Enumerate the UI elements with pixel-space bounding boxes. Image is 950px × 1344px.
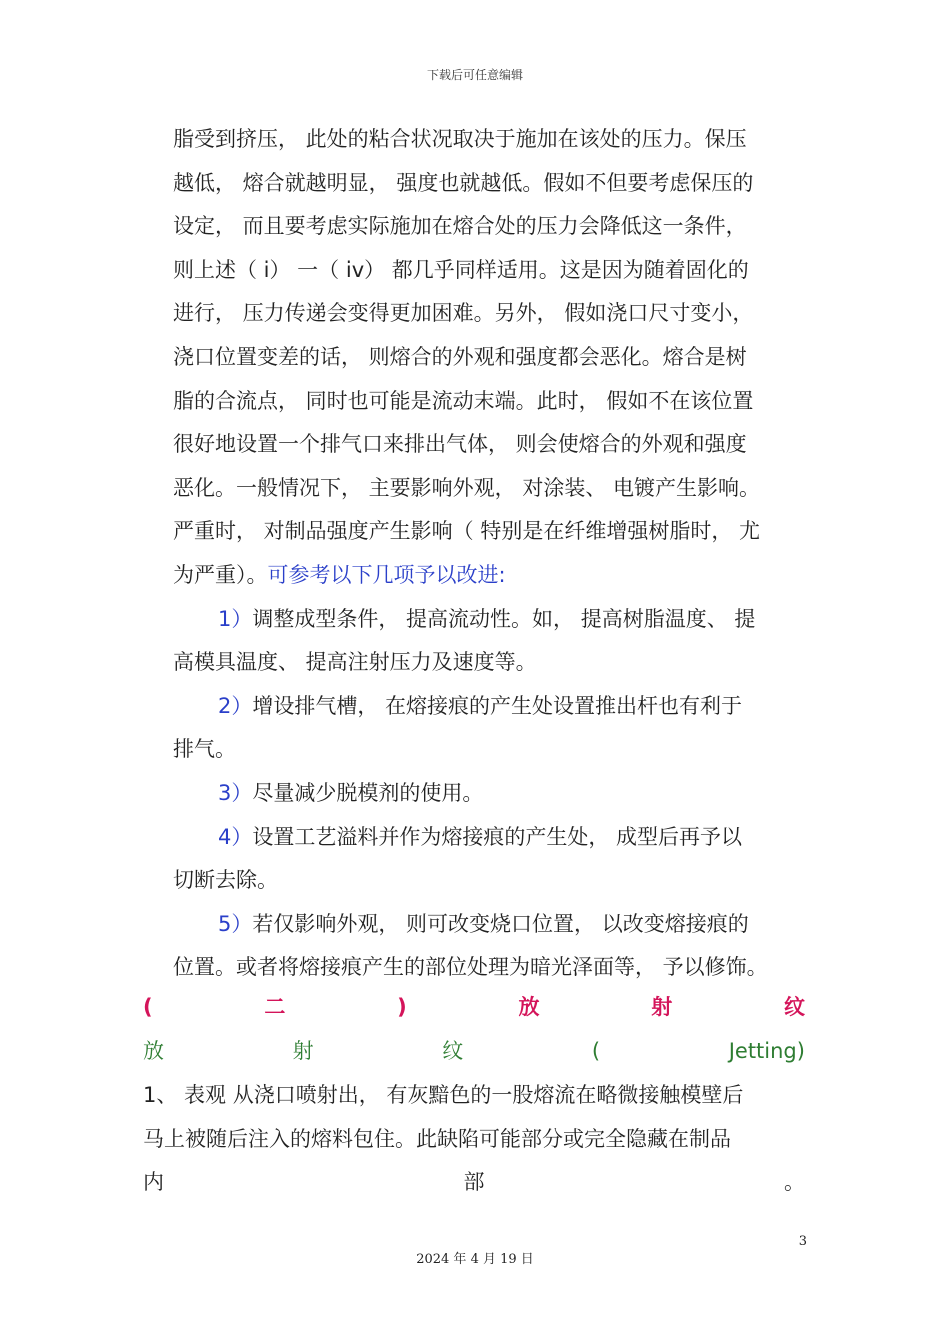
list-item-2-cont: 排气。 <box>173 737 236 762</box>
item-number: 5） <box>218 911 253 936</box>
item-text: 调整成型条件， 提高流动性。如， 提高树脂温度、 提 <box>252 606 756 631</box>
subheading-part: 射 <box>292 1039 314 1063</box>
subheading <box>143 1030 805 1074</box>
list-item-1 <box>173 598 803 642</box>
subheading-part: 纹 <box>442 1039 464 1063</box>
paragraph-line: 脂的合流点， 同时也可能是流动末端。此时， 假如不在该位置 <box>173 388 754 413</box>
list-item-1-cont: 高模具温度、 提高注射压力及速度等。 <box>173 650 537 675</box>
item-number: 3） <box>218 780 253 805</box>
paragraph-line: 进行， 压力传递会变得更加困难。另外， 假如浇口尺寸变小， <box>173 301 754 326</box>
section-line: 1、 表观 从浇口喷射出， 有灰黯色的一股熔流在略微接触模壁后 <box>143 1083 744 1107</box>
page-header: 下载后可任意编辑 <box>426 68 523 82</box>
list-item-4 <box>173 816 803 860</box>
paragraph-line: 很好地设置一个排气口来排出气体， 则会使熔合的外观和强度 <box>173 432 747 457</box>
list-item-5 <box>173 903 803 947</box>
list-item-4-cont: 切断去除。 <box>173 868 278 893</box>
page-number: 3 <box>798 1234 807 1249</box>
subheading-part: 放 <box>143 1039 164 1063</box>
paragraph-line: 越低， 熔合就越明显， 强度也就越低。假如不但要考虑保压的 <box>173 170 754 195</box>
paragraph-line: 浇口位置变差的话， 则熔合的外观和强度都会恶化。熔合是树 <box>173 344 747 369</box>
section-word: 部 <box>463 1170 485 1195</box>
improvement-intro: 可参考以下几项予以改进: <box>267 562 506 587</box>
section-word: 内 <box>143 1170 164 1195</box>
paragraph-last-text: 为严重）。 <box>173 562 268 587</box>
heading-part: ( <box>143 995 153 1019</box>
subheading-part: ( <box>591 1039 601 1063</box>
paragraph-line: 脂受到挤压， 此处的粘合状况取决于施加在该处的压力。保压 <box>173 127 747 151</box>
paragraph-line: 则上述（ i） 一（ iv） 都几乎同样适用。这是因为随着固化的 <box>173 257 749 282</box>
item-number: 2） <box>218 693 253 718</box>
item-text: 设置工艺溢料并作为熔接痕的产生处， 成型后再予以 <box>252 824 743 849</box>
item-number: 1） <box>218 606 253 631</box>
footer-date: 2024 年 4 月 19 日 <box>416 1252 534 1267</box>
main-paragraph <box>173 118 803 990</box>
list-item-5-cont: 位置。或者将熔接痕产生的部位处理为暗光泽面等， 予以修饰。 <box>173 955 768 980</box>
heading-part: 纹 <box>783 995 805 1019</box>
section-word: 。 <box>784 1170 805 1195</box>
item-text: 若仅影响外观， 则可改变烧口位置， 以改变熔接痕的 <box>252 911 749 936</box>
section-last-line <box>143 1161 805 1205</box>
item-text: 尽量减少脱模剂的使用。 <box>252 780 484 805</box>
list-item-3 <box>173 772 803 816</box>
list-item-2 <box>173 685 803 729</box>
paragraph-line: 设定， 而且要考虑实际施加在熔合处的压力会降低这一条件， <box>173 214 747 239</box>
paragraph-line: 严重时， 对制品强度产生影响（ 特别是在纤维增强树脂时， 尤 <box>173 519 761 544</box>
section-heading <box>143 986 805 1030</box>
subheading-part: Jetting) <box>728 1039 805 1063</box>
paragraph-last-line <box>173 554 803 598</box>
section-body <box>143 1074 805 1205</box>
section-line: 马上被随后注入的熔料包住。此缺陷可能部分或完全隐藏在制品 <box>143 1126 731 1151</box>
heading-part: 二 <box>264 995 286 1019</box>
heading-part: 射 <box>651 995 673 1019</box>
heading-part: 放 <box>518 995 540 1019</box>
heading-part: ) <box>397 995 407 1019</box>
item-number: 4） <box>218 824 253 849</box>
paragraph-line: 恶化。一般情况下， 主要影响外观， 对涂装、 电镀产生影响。 <box>173 475 761 500</box>
item-text: 增设排气槽， 在熔接痕的产生处设置推出杆也有利于 <box>252 693 743 718</box>
